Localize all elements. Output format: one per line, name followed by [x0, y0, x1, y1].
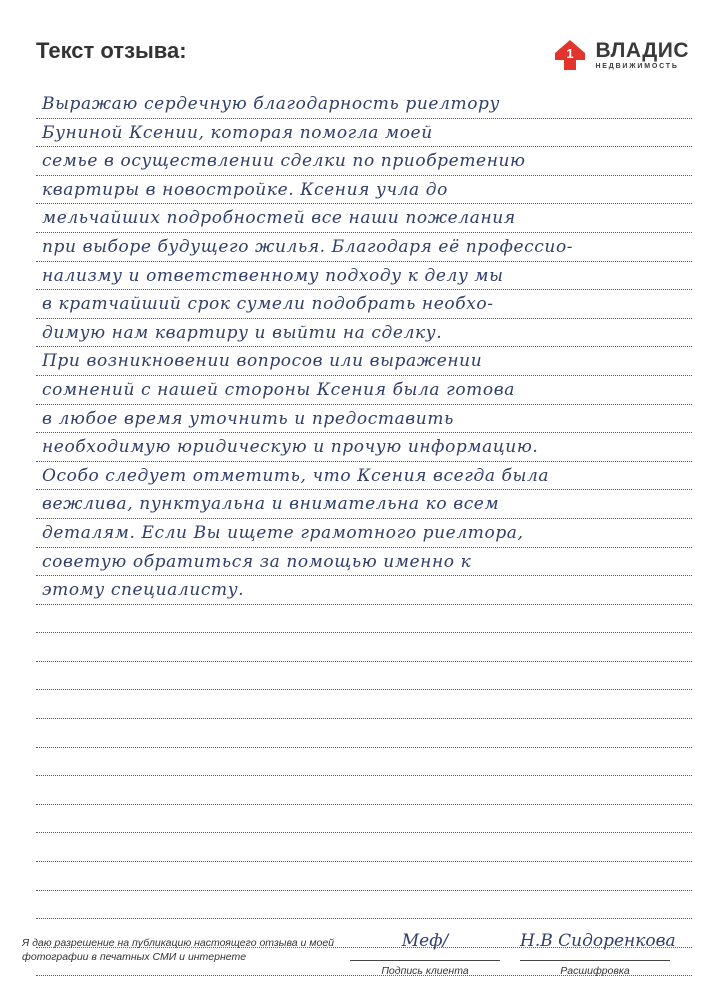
company-logo: [553, 38, 689, 72]
review-line: При возникновении вопросов или выражении: [36, 347, 692, 376]
review-line: [36, 862, 692, 891]
review-line: советую обратиться за помощью именно к: [36, 548, 692, 577]
house-key-icon: [553, 38, 587, 72]
signature-decode-value: Н.В Сидоренкова: [520, 926, 670, 961]
review-line: Буниной Ксении, которая помогла моей: [36, 119, 692, 148]
review-line: [36, 891, 692, 920]
review-line: при выборе будущего жилья. Благодаря её профессио-: [36, 233, 692, 262]
review-line: нализму и ответственному подходу к делу мы: [36, 262, 692, 291]
signature-decode-caption: Расшифровка: [560, 965, 630, 977]
review-line: [36, 776, 692, 805]
review-line: [36, 605, 692, 634]
review-line: мельчайших подробностей все наши пожелания: [36, 204, 692, 233]
client-signature-block: [350, 926, 500, 977]
signature-decode-block: [520, 926, 676, 977]
logo-name: ВЛАДИС: [595, 38, 689, 62]
review-line: димую нам квартиру и выйти на сделку.: [36, 319, 692, 348]
review-line: [36, 805, 692, 834]
review-line: в любое время уточнить и предоставить: [36, 405, 692, 434]
publication-consent-text: Я даю разрешение на публикацию настоящего отзыва и моей фотографии в печатных СМИ и интернете: [22, 937, 335, 963]
review-line: [36, 633, 692, 662]
review-text-area: [36, 90, 692, 976]
review-line: [36, 662, 692, 691]
review-line: деталям. Если Вы ищете грамотного риелтора,: [36, 519, 692, 548]
review-line: [36, 833, 692, 862]
page-title: Текст отзыва:: [36, 38, 187, 63]
review-line: сомнений с нашей стороны Ксения была готова: [36, 376, 692, 405]
review-line: необходимую юридическую и прочую информацию.: [36, 433, 692, 462]
review-line: [36, 690, 692, 719]
logo-badge-digit: 1: [566, 46, 575, 61]
review-line: вежлива, пунктуальна и внимательна ко всем: [36, 490, 692, 519]
review-line: Выражаю сердечную благодарность риелтору: [36, 90, 692, 119]
review-line: квартиры в новостройке. Ксения учла до: [36, 176, 692, 205]
client-signature-caption: Подпись клиента: [381, 965, 469, 977]
review-line: в кратчайший срок сумели подобрать необхо-: [36, 290, 692, 319]
client-signature: Меф/: [350, 926, 500, 961]
review-line: семье в осуществлении сделки по приобретению: [36, 147, 692, 176]
logo-subtitle: НЕДВИЖИМОСТЬ: [595, 62, 679, 70]
review-line: Особо следует отметить, что Ксения всегда была: [36, 462, 692, 491]
review-line: [36, 719, 692, 748]
review-line: этому специалисту.: [36, 576, 692, 605]
review-line: [36, 748, 692, 777]
